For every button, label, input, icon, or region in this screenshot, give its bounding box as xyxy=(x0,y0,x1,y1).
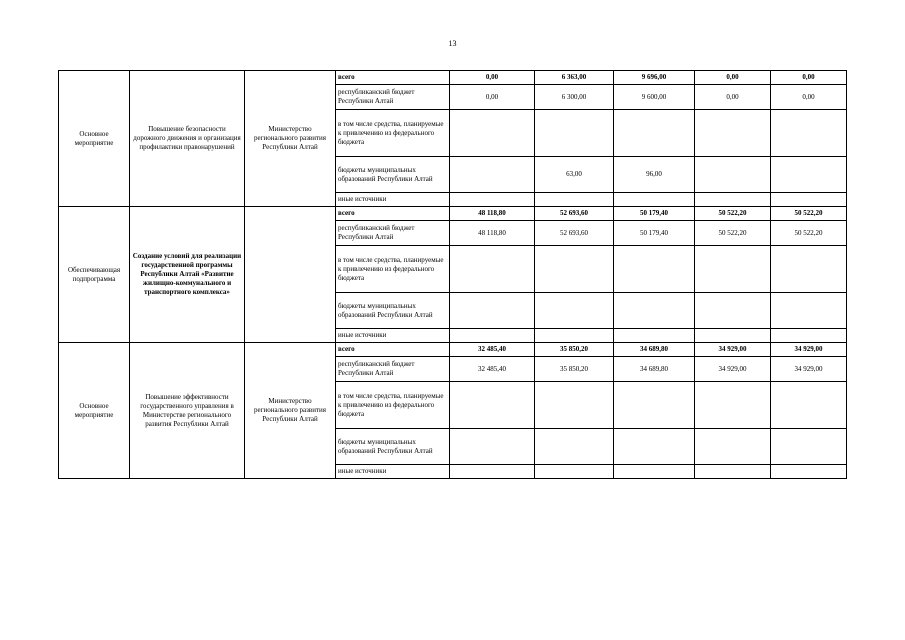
amount-cell xyxy=(535,382,614,429)
amount-cell xyxy=(614,110,695,157)
funding-source-cell: республиканский бюджет Республики Алтай xyxy=(336,357,450,382)
amount-cell xyxy=(450,193,535,207)
amount-cell: 32 485,40 xyxy=(450,357,535,382)
section-type-cell: Основное мероприятие xyxy=(59,71,130,207)
amount-cell xyxy=(535,465,614,479)
amount-cell xyxy=(535,110,614,157)
amount-cell xyxy=(450,429,535,465)
amount-cell: 48 118,80 xyxy=(450,207,535,221)
section-type-cell: Обеспечивающая подпрограмма xyxy=(59,207,130,343)
amount-cell: 50 522,20 xyxy=(695,221,771,246)
amount-cell xyxy=(535,246,614,293)
amount-cell: 34 929,00 xyxy=(771,357,847,382)
funding-source-cell: в том числе средства, планируемые к привлечению из федерального бюджета xyxy=(336,382,450,429)
table-row xyxy=(59,207,847,221)
amount-cell xyxy=(695,382,771,429)
amount-cell xyxy=(450,465,535,479)
amount-cell: 96,00 xyxy=(614,157,695,193)
amount-cell: 6 300,00 xyxy=(535,85,614,110)
amount-cell: 50 179,40 xyxy=(614,207,695,221)
funding-source-cell: иные источники xyxy=(336,329,450,343)
amount-cell xyxy=(771,429,847,465)
funding-source-cell: всего xyxy=(336,71,450,85)
amount-cell: 35 850,20 xyxy=(535,357,614,382)
section-executor-cell: Министерство регионального развития Республики Алтай xyxy=(245,71,336,207)
amount-cell xyxy=(535,329,614,343)
amount-cell xyxy=(771,465,847,479)
section-type-cell: Основное мероприятие xyxy=(59,343,130,479)
amount-cell: 0,00 xyxy=(695,85,771,110)
amount-cell xyxy=(771,293,847,329)
amount-cell: 9 696,00 xyxy=(614,71,695,85)
amount-cell xyxy=(614,193,695,207)
amount-cell: 63,00 xyxy=(535,157,614,193)
amount-cell xyxy=(771,193,847,207)
table-row xyxy=(59,71,847,85)
amount-cell: 34 689,80 xyxy=(614,343,695,357)
amount-cell: 34 929,00 xyxy=(771,343,847,357)
amount-cell xyxy=(450,382,535,429)
amount-cell xyxy=(614,465,695,479)
funding-source-cell: бюджеты муниципальных образований Республики Алтай xyxy=(336,429,450,465)
amount-cell: 48 118,80 xyxy=(450,221,535,246)
table-row xyxy=(59,343,847,357)
amount-cell xyxy=(695,429,771,465)
amount-cell: 52 693,60 xyxy=(535,207,614,221)
amount-cell xyxy=(771,157,847,193)
section-name-cell: Повышение эффективности государственного управления в Министерстве регионального развития Республики Алтай xyxy=(130,343,245,479)
amount-cell: 0,00 xyxy=(450,85,535,110)
funding-source-cell: в том числе средства, планируемые к привлечению из федерального бюджета xyxy=(336,246,450,293)
funding-source-cell: республиканский бюджет Республики Алтай xyxy=(336,221,450,246)
amount-cell: 35 850,20 xyxy=(535,343,614,357)
amount-cell: 50 522,20 xyxy=(771,207,847,221)
amount-cell xyxy=(771,329,847,343)
amount-cell xyxy=(450,157,535,193)
budget-table xyxy=(58,70,847,479)
amount-cell xyxy=(614,329,695,343)
amount-cell xyxy=(450,293,535,329)
amount-cell xyxy=(614,382,695,429)
amount-cell: 50 179,40 xyxy=(614,221,695,246)
amount-cell xyxy=(614,246,695,293)
amount-cell xyxy=(695,246,771,293)
amount-cell xyxy=(695,157,771,193)
amount-cell xyxy=(614,293,695,329)
section-name-cell: Повышение безопасности дорожного движения и организация профилактики правонарушений xyxy=(130,71,245,207)
amount-cell: 34 929,00 xyxy=(695,343,771,357)
amount-cell: 34 929,00 xyxy=(695,357,771,382)
amount-cell xyxy=(771,246,847,293)
amount-cell: 34 689,80 xyxy=(614,357,695,382)
amount-cell xyxy=(695,465,771,479)
funding-source-cell: иные источники xyxy=(336,465,450,479)
section-executor-cell xyxy=(245,207,336,343)
amount-cell: 32 485,40 xyxy=(450,343,535,357)
section-name-cell: Создание условий для реализации государственной программы Республики Алтай «Развитие жилищно-коммунального и транспортного комплекса» xyxy=(130,207,245,343)
amount-cell: 0,00 xyxy=(771,85,847,110)
amount-cell xyxy=(771,110,847,157)
funding-source-cell: в том числе средства, планируемые к привлечению из федерального бюджета xyxy=(336,110,450,157)
amount-cell: 0,00 xyxy=(450,71,535,85)
funding-source-cell: бюджеты муниципальных образований Республики Алтай xyxy=(336,293,450,329)
amount-cell xyxy=(614,429,695,465)
funding-source-cell: всего xyxy=(336,343,450,357)
section-executor-cell: Министерство регионального развития Республики Алтай xyxy=(245,343,336,479)
funding-source-cell: иные источники xyxy=(336,193,450,207)
amount-cell: 52 693,60 xyxy=(535,221,614,246)
amount-cell: 6 363,00 xyxy=(535,71,614,85)
amount-cell: 9 600,00 xyxy=(614,85,695,110)
funding-source-cell: бюджеты муниципальных образований Республики Алтай xyxy=(336,157,450,193)
amount-cell xyxy=(771,382,847,429)
funding-source-cell: всего xyxy=(336,207,450,221)
amount-cell xyxy=(695,193,771,207)
amount-cell xyxy=(695,110,771,157)
amount-cell: 0,00 xyxy=(695,71,771,85)
page-number: 13 xyxy=(448,39,457,48)
amount-cell xyxy=(535,193,614,207)
funding-source-cell: республиканский бюджет Республики Алтай xyxy=(336,85,450,110)
amount-cell: 0,00 xyxy=(771,71,847,85)
amount-cell xyxy=(535,293,614,329)
amount-cell xyxy=(535,429,614,465)
amount-cell xyxy=(450,246,535,293)
amount-cell xyxy=(695,329,771,343)
amount-cell xyxy=(450,329,535,343)
amount-cell xyxy=(695,293,771,329)
amount-cell: 50 522,20 xyxy=(771,221,847,246)
amount-cell xyxy=(450,110,535,157)
amount-cell: 50 522,20 xyxy=(695,207,771,221)
